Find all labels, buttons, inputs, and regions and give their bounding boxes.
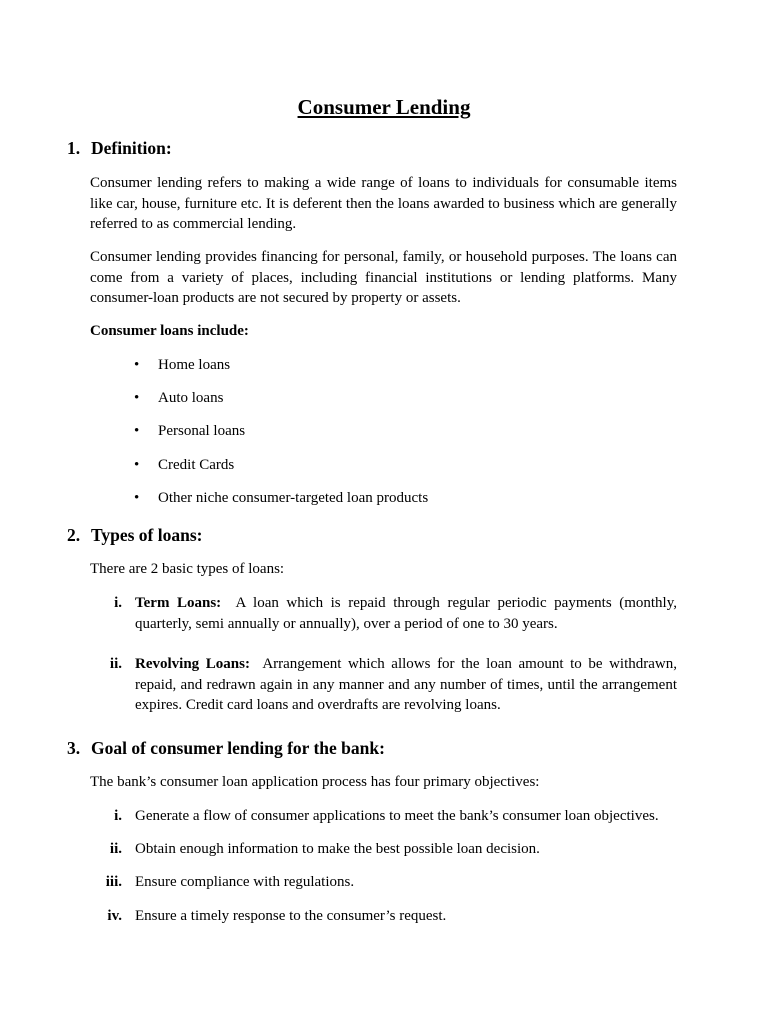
bullet-icon: • — [134, 357, 140, 373]
section-3-title: Goal of consumer lending for the bank: — [91, 738, 385, 758]
list-number: iii. — [105, 874, 122, 890]
list-text: Ensure compliance with regulations. — [135, 874, 355, 890]
consumer-loans-subheading: Consumer loans include: — [90, 323, 249, 339]
section-1-heading — [67, 137, 172, 159]
list-text: Revolving Loans: Arrangement which allows for the loan amount to be withdrawn, repaid, and redrawn again in any manner and any number of times, until the arrangement expires. Credit card loans and overdrafts are revolving loans. — [135, 656, 677, 713]
section-1-number: 1. — [67, 138, 81, 158]
bullet-icon: • — [134, 457, 140, 473]
definition-paragraph-2: Consumer lending provides financing for personal, family, or household purposes. The loans can come from a variety of places, including financial institutions or lending platforms. Many consumer-loan products are not secured by property or assets. — [90, 249, 677, 306]
section-2-title: Types of loans: — [91, 525, 203, 545]
section-1-title: Definition: — [91, 138, 172, 158]
section-3-heading — [67, 737, 385, 759]
bullet-icon: • — [134, 490, 140, 506]
list-text: Generate a flow of consumer applications to meet the bank’s consumer loan objectives. — [135, 808, 659, 824]
types-intro: There are 2 basic types of loans: — [90, 561, 285, 577]
list-text: Term Loans: A loan which is repaid through regular periodic payments (monthly, quarterly, semi annually or annually), over a period of one to 30 years. — [135, 595, 678, 632]
list-number: ii. — [109, 841, 122, 857]
list-text: Obtain enough information to make the best possible loan decision. — [135, 841, 540, 857]
list-text: Ensure a timely response to the consumer’s request. — [135, 908, 447, 924]
bullet-icon: • — [134, 390, 140, 406]
term-label: Term Loans: — [135, 595, 222, 611]
section-2-heading — [67, 524, 203, 546]
section-2-number: 2. — [67, 525, 81, 545]
list-number: iv. — [107, 908, 122, 924]
definition-paragraph-1: Consumer lending refers to making a wide range of loans to individuals for consumable items like car, house, furniture etc. It is deferent then the loans awarded to business which are generally referred to as commercial lending. — [90, 175, 677, 232]
page-title: Consumer Lending — [297, 95, 471, 119]
list-number: i. — [114, 808, 122, 824]
list-number: i. — [114, 595, 122, 611]
list-number: ii. — [109, 656, 122, 672]
section-3-number: 3. — [67, 738, 81, 758]
goals-intro: The bank’s consumer loan application process has four primary objectives: — [90, 774, 540, 790]
term-label: Revolving Loans: — [135, 656, 250, 672]
bullet-icon: • — [134, 423, 140, 439]
